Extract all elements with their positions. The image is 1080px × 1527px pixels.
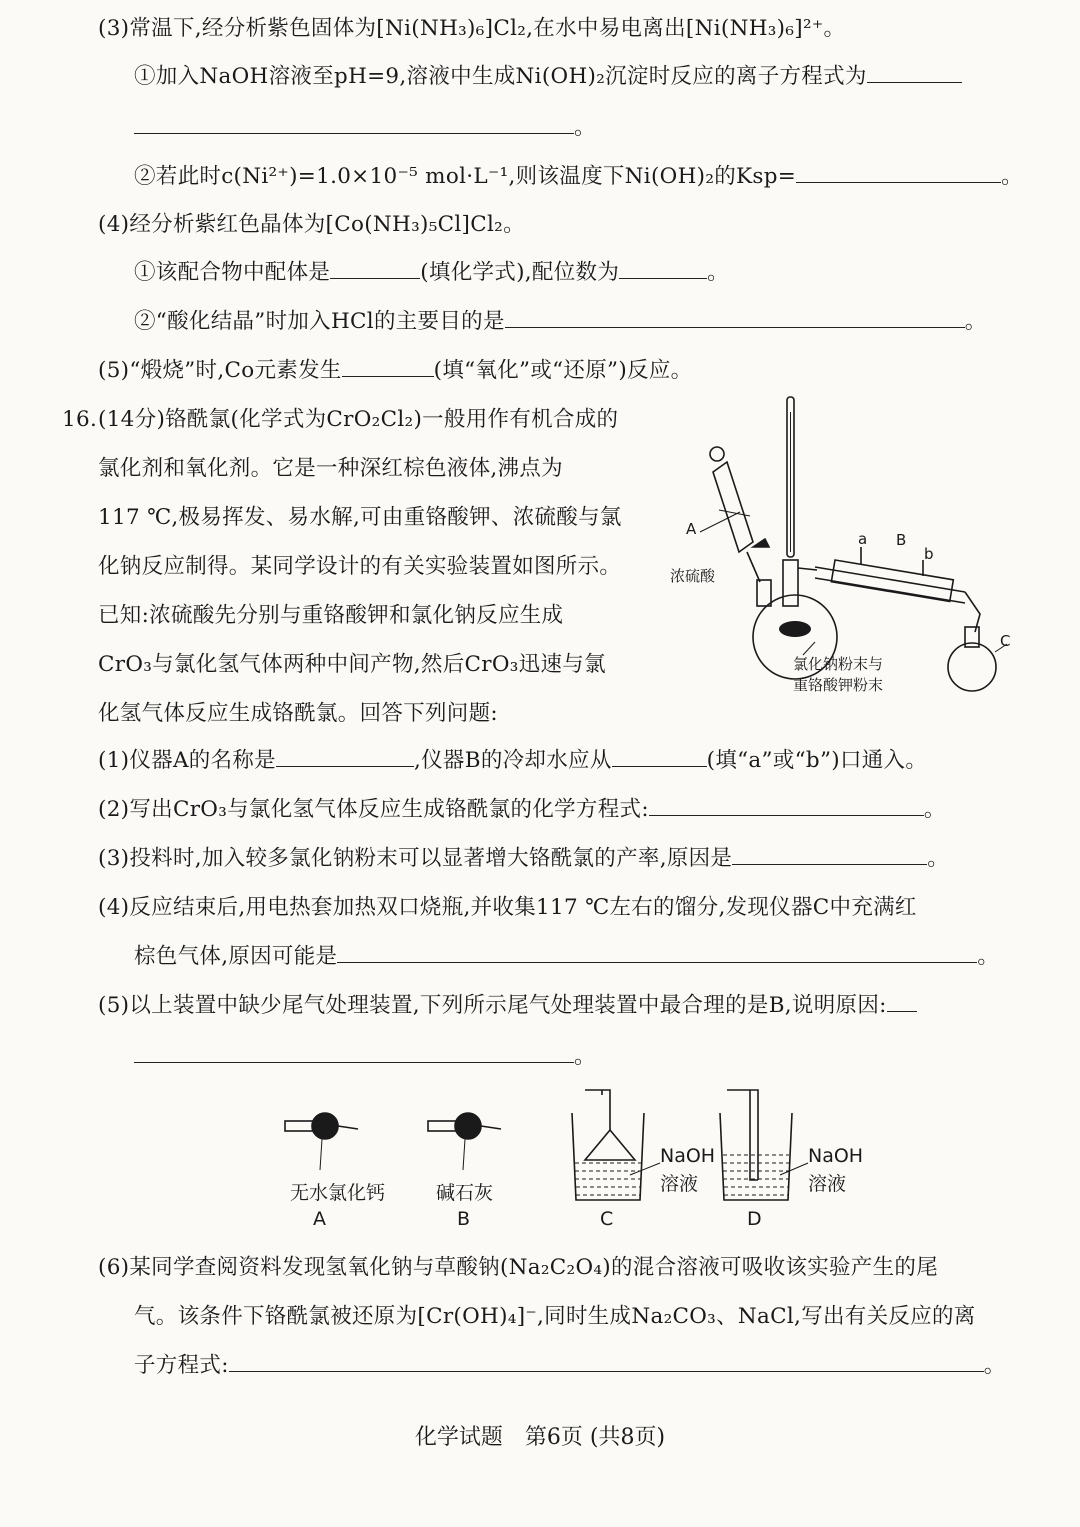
q16-number: 16. — [62, 407, 98, 432]
condenser-inner-bottom — [815, 578, 965, 603]
answer-blank[interactable] — [337, 942, 977, 963]
answer-blank[interactable] — [732, 844, 927, 865]
apparatus-label-powder-1: 氯化钠粉末与 — [793, 655, 884, 673]
q16-part5-cont — [134, 1042, 596, 1072]
receiver-flask — [948, 643, 996, 691]
device-D-reagent-1: NaOH — [808, 1145, 864, 1167]
q16-part5 — [98, 991, 917, 1021]
drying-tube-A — [285, 1113, 358, 1170]
answer-blank[interactable] — [612, 746, 707, 767]
q15-part4-sub1-text-b: (填化学式),配位数为 — [420, 260, 620, 285]
answer-blank[interactable] — [505, 307, 965, 328]
apparatus-label-C: C — [1000, 632, 1011, 650]
period: 。 — [707, 260, 729, 285]
q16-intro-6: CrO₃与氯化氢气体两种中间产物,然后CrO₃迅速与氯 — [98, 652, 606, 677]
device-A-letter: A — [313, 1208, 326, 1230]
answer-blank[interactable] — [276, 746, 414, 767]
q16-part6-line1: (6)某同学查阅资料发现氢氧化钠与草酸钠(Na₂C₂O₄)的混合溶液可吸收该实验产生的尾 — [98, 1255, 938, 1280]
tail-gas-devices — [280, 1085, 880, 1235]
q15-part4-sub2 — [134, 307, 987, 337]
q15-part5-text-a: (5)“煅烧”时,Co元素发生 — [98, 358, 342, 383]
apparatus-label-b: b — [924, 545, 934, 563]
q15-part3-head: (3)常温下,经分析紫色固体为[Ni(NH₃)₆]Cl₂,在水中易电离出[Ni(NH₃)₆]²⁺。 — [98, 16, 846, 41]
answer-blank[interactable] — [649, 795, 924, 816]
apparatus-label-B: B — [896, 531, 907, 549]
q16-intro-4: 化钠反应制得。某同学设计的有关实验装置如图所示。 — [98, 554, 622, 579]
q16-part5-text: (5)以上装置中缺少尾气处理装置,下列所示尾气处理装置中最合理的是B,说明原因: — [98, 993, 887, 1018]
answer-blank[interactable] — [229, 1351, 984, 1372]
q16-part4-line2 — [134, 942, 999, 972]
apparatus-label-acid: 浓硫酸 — [670, 567, 716, 585]
answer-blank[interactable] — [867, 62, 962, 83]
q16-part1 — [98, 746, 927, 776]
q15-part3-sub2 — [134, 162, 1023, 192]
device-C-reagent-2: 溶液 — [660, 1173, 699, 1195]
device-D-letter: D — [747, 1208, 762, 1230]
q16-part3 — [98, 844, 949, 874]
answer-blank[interactable] — [887, 991, 917, 1012]
q15-part3-sub1-text: ①加入NaOH溶液至pH=9,溶液中生成Ni(OH)₂沉淀时反应的离子方程式为 — [134, 64, 867, 89]
q15-part3-sub2-text: ②若此时c(Ni²⁺)=1.0×10⁻⁵ mol·L⁻¹,则该温度下Ni(OH)₂的Ksp= — [134, 164, 797, 189]
apparatus-label-A: A — [686, 520, 697, 538]
q16-part6-text: 子方程式: — [134, 1353, 229, 1378]
q16-intro-2: 氯化剂和氧化剂。它是一种深红棕色液体,沸点为 — [98, 456, 563, 481]
q16-part6-line3 — [134, 1351, 1006, 1381]
q15-part4-sub2-text: ②“酸化结晶”时加入HCl的主要目的是 — [134, 309, 505, 334]
q16-part1-text-b: ,仪器B的冷却水应从 — [413, 748, 612, 773]
period: 。 — [964, 309, 987, 334]
apparatus-label-a: a — [858, 530, 868, 548]
q16-intro-5: 已知:浓硫酸先分别与重铬酸钾和氯化钠反应生成 — [98, 603, 564, 628]
center-neck — [783, 560, 798, 606]
period: 。 — [927, 846, 950, 871]
q15-part5-text-b: (填“氧化”或“还原”)反应。 — [433, 358, 693, 383]
stopcock — [753, 539, 769, 547]
device-B-label: 碱石灰 — [436, 1182, 494, 1204]
answer-blank[interactable] — [330, 258, 420, 279]
answer-blank[interactable] — [134, 113, 574, 134]
device-C-letter: C — [600, 1208, 614, 1230]
q16-intro-1: (14分)铬酰氯(化学式为CrO₂Cl₂)一般用作有机合成的 — [98, 407, 619, 432]
powder-mixture — [779, 621, 811, 637]
device-D-reagent-2: 溶液 — [808, 1173, 847, 1195]
q16-part4-line1: (4)反应结束后,用电热套加热双口烧瓶,并收集117 ℃左右的馏分,发现仪器C中充满红 — [98, 895, 917, 920]
period: 。 — [574, 115, 596, 140]
answer-blank[interactable] — [796, 162, 1001, 183]
period: 。 — [923, 797, 946, 822]
apparatus-label-powder-2: 重铬酸钾粉末 — [793, 676, 884, 694]
beaker-D — [720, 1090, 808, 1200]
q15-part5 — [98, 356, 692, 386]
adapter — [965, 592, 980, 632]
q15-part4-head: (4)经分析紫红色晶体为[Co(NH₃)₅Cl]Cl₂。 — [98, 212, 525, 237]
period: 。 — [1001, 164, 1023, 189]
device-A-label: 无水氯化钙 — [290, 1182, 386, 1204]
device-B-letter: B — [457, 1208, 471, 1230]
q16-part2 — [98, 795, 946, 825]
dropping-funnel — [713, 462, 753, 552]
page-footer: 化学试题 第6页 (共8页) — [414, 1425, 666, 1450]
answer-blank[interactable] — [342, 356, 434, 377]
q15-part4-sub1 — [134, 258, 729, 288]
q16-part1-text-a: (1)仪器A的名称是 — [98, 748, 276, 773]
drying-tube-B — [428, 1113, 501, 1170]
period: 。 — [574, 1044, 596, 1069]
beaker-C — [572, 1090, 660, 1200]
period: 。 — [983, 1353, 1006, 1378]
q15-part4-sub1-text-a: ①该配合物中配体是 — [134, 260, 331, 285]
device-C-reagent-1: NaOH — [660, 1145, 716, 1167]
condenser-inner-top — [815, 567, 965, 592]
q16-part6-line2: 气。该条件下铬酰氯被还原为[Cr(OH)₄]⁻,同时生成Na₂CO₃、NaCl,写出有关反应的离 — [134, 1304, 976, 1329]
period: 。 — [977, 944, 1000, 969]
answer-blank[interactable] — [134, 1042, 574, 1063]
q15-part3-sub1 — [134, 62, 962, 92]
q16-part1-text-c: (填“a”或“b”)口通入。 — [706, 748, 928, 773]
funnel-stopper — [710, 447, 724, 461]
q16-intro-7: 化氢气体反应生成铬酰氯。回答下列问题: — [98, 701, 498, 726]
answer-blank[interactable] — [619, 258, 707, 279]
q16-part3-text: (3)投料时,加入较多氯化钠粉末可以显著增大铬酰氯的产率,原因是 — [98, 846, 733, 871]
q16-part4-text: 棕色气体,原因可能是 — [134, 944, 338, 969]
q15-part3-sub1-cont — [134, 113, 596, 143]
q16-intro-3: 117 ℃,极易挥发、易水解,可由重铬酸钾、浓硫酸与氯 — [98, 505, 622, 530]
q16-part2-text: (2)写出CrO₃与氯化氢气体反应生成铬酰氯的化学方程式: — [98, 797, 649, 822]
condenser-jacket — [831, 560, 953, 602]
side-neck — [757, 580, 771, 606]
